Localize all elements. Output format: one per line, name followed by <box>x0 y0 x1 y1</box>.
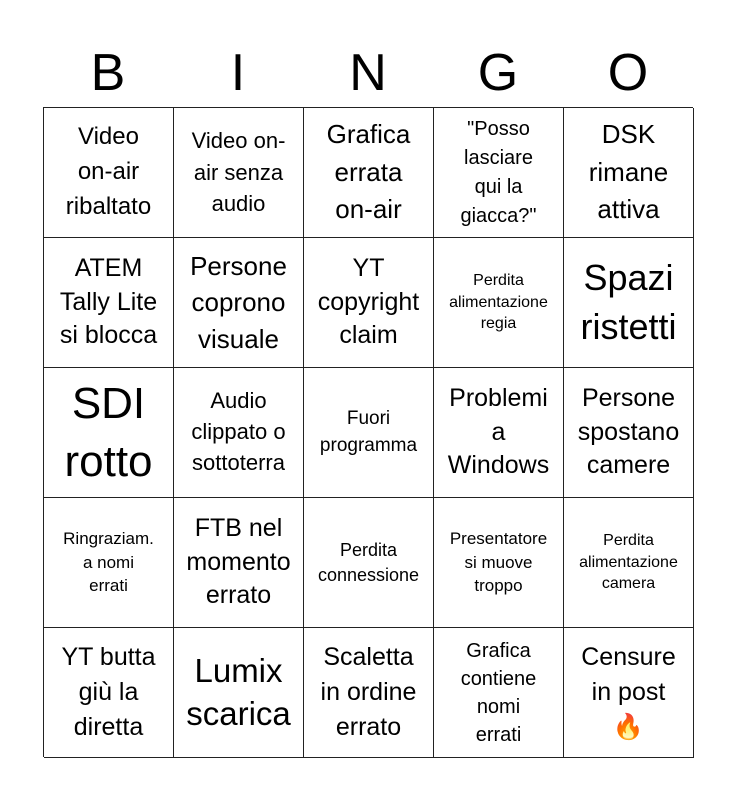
bingo-cell-text: Fuori programma <box>319 407 418 456</box>
bingo-cell[interactable] <box>434 628 564 758</box>
bingo-cell[interactable] <box>174 368 304 498</box>
bingo-board <box>43 107 693 757</box>
bingo-cell[interactable] <box>434 498 564 628</box>
bingo-cell[interactable] <box>44 238 174 368</box>
bingo-cell-text: Spazi ristetti <box>580 256 677 347</box>
bingo-cell-text: Problemi a Windows <box>447 383 550 480</box>
bingo-cell-text: ATEM Tally Lite si blocca <box>59 253 158 350</box>
bingo-cell[interactable] <box>564 238 694 368</box>
bingo-cell[interactable] <box>304 628 434 758</box>
header-letter-i: I <box>230 44 246 102</box>
bingo-cell-text: Perdita alimentazione regia <box>449 272 548 333</box>
bingo-cell-text: Video on- air senza audio <box>191 127 286 217</box>
bingo-cell[interactable] <box>174 498 304 628</box>
bingo-cell-text: DSK rimane attiva <box>588 118 669 225</box>
bingo-cell-text: Presentatore si muove troppo <box>449 528 548 596</box>
bingo-cell-text: Lumix scarica <box>186 651 291 732</box>
header-letter-o: O <box>607 44 649 102</box>
bingo-cell[interactable] <box>564 498 694 628</box>
bingo-cell-text: Audio clippato o sottoterra <box>191 388 286 475</box>
bingo-cell[interactable] <box>304 108 434 238</box>
bingo-cell-text: Perdita alimentazione camera <box>579 532 678 593</box>
bingo-cell[interactable] <box>44 108 174 238</box>
bingo-cell-text: YT copyright claim <box>317 253 420 350</box>
bingo-cell[interactable] <box>434 108 564 238</box>
bingo-cell[interactable] <box>174 238 304 368</box>
bingo-cell[interactable] <box>304 238 434 368</box>
bingo-cell-text: FTB nel momento errato <box>186 513 291 610</box>
bingo-cell-text: Persone spostano camere <box>577 383 680 480</box>
bingo-cell[interactable] <box>564 368 694 498</box>
bingo-cell-text: Grafica errata on-air <box>326 118 411 225</box>
bingo-header <box>43 38 693 108</box>
bingo-cell-text: Video on-air ribaltato <box>65 123 152 220</box>
bingo-cell-text: "Posso lasciare qui la giacca?" <box>460 117 537 227</box>
bingo-cell[interactable] <box>44 498 174 628</box>
bingo-cell[interactable] <box>174 628 304 758</box>
bingo-cell[interactable] <box>174 108 304 238</box>
bingo-cell-text: Ringraziam. a nomi errati <box>63 528 154 596</box>
bingo-cell[interactable] <box>564 108 694 238</box>
bingo-cell[interactable] <box>434 368 564 498</box>
bingo-cell-text: YT butta giù la diretta <box>61 643 156 741</box>
bingo-cell-text: Grafica contiene nomi errati <box>460 639 537 746</box>
bingo-cell[interactable] <box>44 368 174 498</box>
bingo-cell[interactable] <box>304 498 434 628</box>
bingo-cell[interactable] <box>564 628 694 758</box>
header-letter-b: B <box>90 44 126 102</box>
bingo-cell[interactable] <box>44 628 174 758</box>
bingo-cell-text: Censure in post 🔥 <box>581 643 676 741</box>
bingo-cell-text: Scaletta in ordine errato <box>320 643 417 741</box>
bingo-cell[interactable] <box>434 238 564 368</box>
bingo-cell-text: SDI rotto <box>64 379 153 486</box>
header-letter-n: N <box>349 44 387 102</box>
bingo-cell-text: Persone coprono visuale <box>190 250 287 354</box>
header-letter-g: G <box>477 44 519 102</box>
bingo-cell-text: Perdita connessione <box>317 540 420 585</box>
bingo-cell[interactable] <box>304 368 434 498</box>
